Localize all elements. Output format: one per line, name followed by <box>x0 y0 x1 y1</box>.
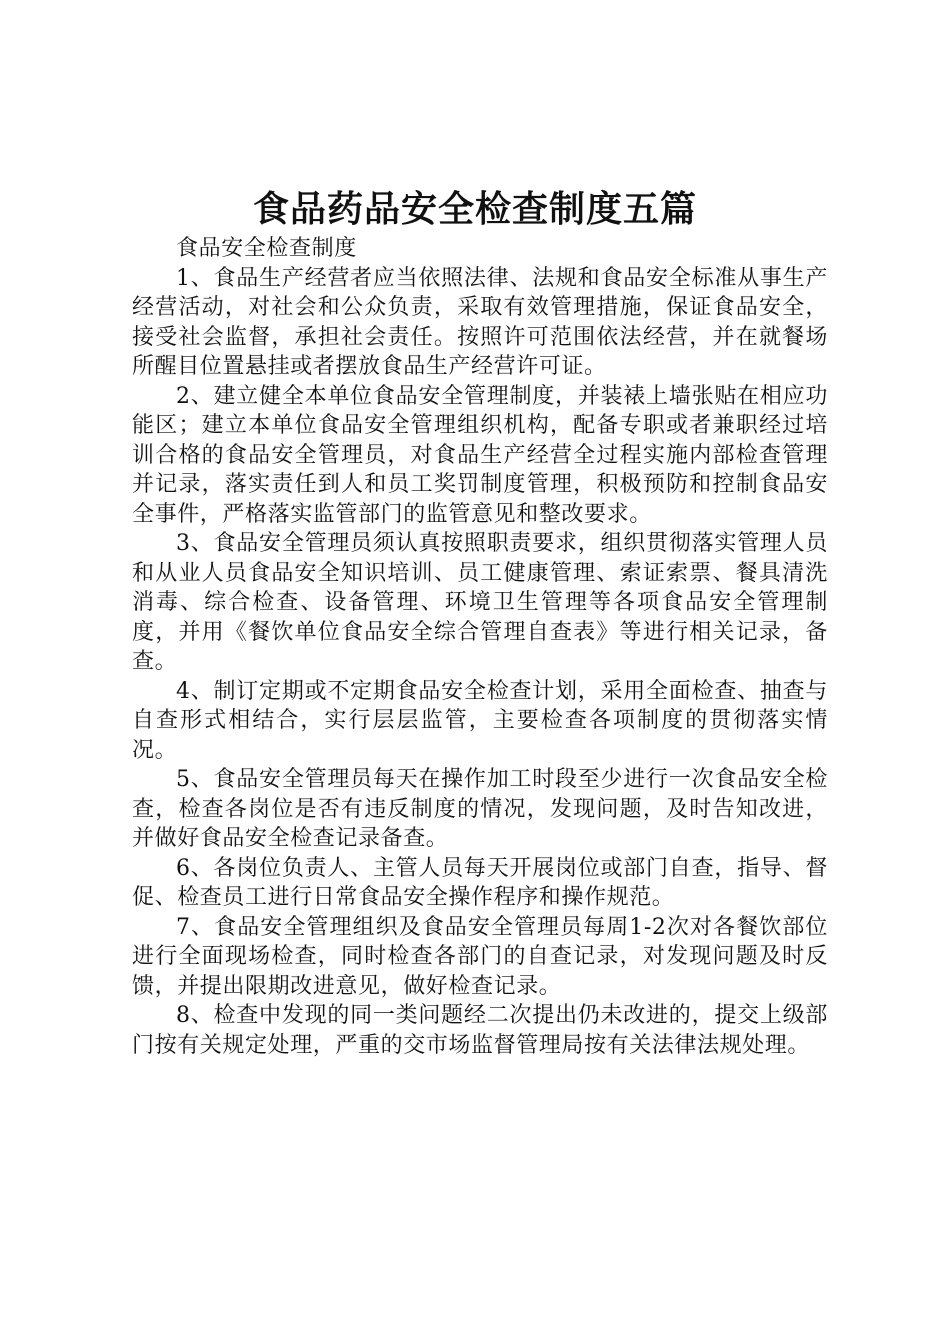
paragraph-1: 1、食品生产经营者应当依照法律、法规和食品安全标准从事生产经营活动，对社会和公众负责，采取有效管理措施，保证食品安全，接受社会监督，承担社会责任。按照许可范围依法经营，并在就餐场所醒目位置悬挂或者摆放食品生产经营许可证。 <box>132 265 828 379</box>
document-title: 食品药品安全检查制度五篇 <box>252 189 697 230</box>
paragraph-7: 7、食品安全管理组织及食品安全管理员每周1-2次对各餐饮部位进行全面现场检查，同时检查各部门的自查记录，对发现问题及时反馈，并提出限期改进意见，做好检查记录。 <box>132 914 828 999</box>
paragraph-6: 6、各岗位负责人、主管人员每天开展岗位或部门自查，指导、督促、检查员工进行日常食品安全操作程序和操作规范。 <box>132 855 828 910</box>
paragraph-4: 4、制订定期或不定期食品安全检查计划，采用全面检查、抽查与自查形式相结合，实行层层监管，主要检查各项制度的贯彻落实情况。 <box>132 678 828 763</box>
paragraph-3: 3、食品安全管理员须认真按照职责要求，组织贯彻落实管理人员和从业人员食品安全知识培训、员工健康管理、索证索票、餐具清洗消毒、综合检查、设备管理、环境卫生管理等各项食品安全管理制度，并用《餐饮单位食品安全综合管理自查表》等进行相关记录，备查。 <box>132 531 828 674</box>
paragraph-8: 8、检查中发现的同一类问题经二次提出仍未改进的，提交上级部门按有关规定处理，严重的交市场监督管理局按有关法律法规处理。 <box>132 1003 828 1058</box>
document-body <box>132 234 828 1060</box>
paragraph-2: 2、建立健全本单位食品安全管理制度，并装裱上墙张贴在相应功能区；建立本单位食品安全管理组织机构，配备专职或者兼职经过培训合格的食品安全管理员，对食品生产经营全过程实施内部检查管理并记录，落实责任到人和员工奖罚制度管理，积极预防和控制食品安全事件，严格落实监管部门的监管意见和整改要求。 <box>132 383 828 527</box>
section-heading: 食品安全检查制度 <box>176 236 357 261</box>
paragraph-5: 5、食品安全管理员每天在操作加工时段至少进行一次食品安全检查，检查各岗位是否有违反制度的情况，发现问题，及时告知改进，并做好食品安全检查记录备查。 <box>132 767 828 851</box>
